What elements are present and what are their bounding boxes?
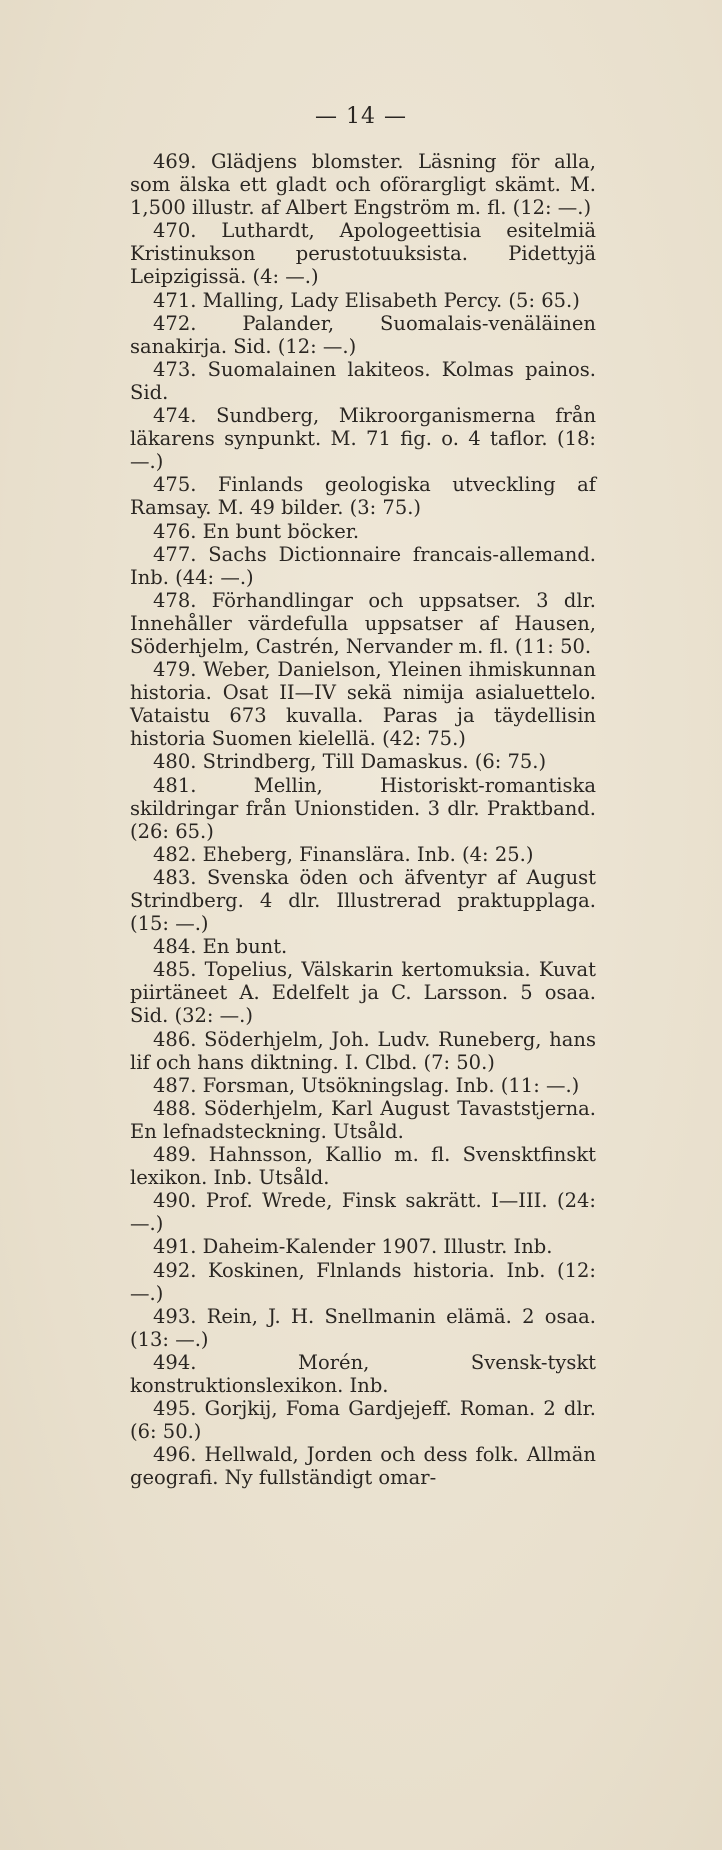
catalog-entry: 488. Söderhjelm, Karl August Tavaststjerna. En lefnadsteckning. Utsåld. [130, 1096, 596, 1143]
catalog-entry: 492. Koskinen, Flnlands historia. Inb. (12: —.) [130, 1258, 596, 1305]
catalog-entry: 490. Prof. Wrede, Finsk sakrätt. I—III. (24: —.) [130, 1189, 596, 1236]
catalog-entry: 469. Glädjens blomster. Läsning för alla, som älska ett gladt och oförargligt skämt. M. 1,500 illustr. af Albert Engström m. fl. (12: —.) [130, 150, 596, 220]
catalog-entry: 483. Svenska öden och äfventyr af August Strindberg. 4 dlr. Illustrerad praktupplaga. (15: —.) [130, 865, 596, 936]
catalog-entry: 481. Mellin, Historiskt-romantiska skildringar från Unionstiden. 3 dlr. Praktband. (26: 65.) [130, 773, 596, 843]
catalog-entry: 470. Luthardt, Apologeettisia esitelmiä Kristinukson perustotuuksista. Pidettyjä Leipzigissä. (4: —.) [130, 219, 596, 289]
catalog-entry: 494. Morén, Svensk-tyskt konstruktionslexikon. Inb. [130, 1350, 596, 1397]
catalog-entry: 471. Malling, Lady Elisabeth Percy. (5: 65.) [153, 288, 580, 312]
catalog-entry: 479. Weber, Danielson, Yleinen ihmiskunnan historia. Osat II—IV sekä nimija asialuettelo. Vataistu 673 kuvalla. Paras ja täydellisin historia Suomen kielellä. (42: 75.) [130, 658, 596, 751]
catalog-entry: 480. Strindberg, Till Damaskus. (6: 75.) [153, 750, 547, 774]
catalog-entry: 475. Finlands geologiska utveckling af Ramsay. M. 49 bilder. (3: 75.) [130, 473, 596, 520]
catalog-entry: 482. Eheberg, Finanslära. Inb. (4: 25.) [153, 842, 534, 866]
catalog-entry: 496. Hellwald, Jorden och dess folk. Allmän geografi. Ny fullständigt omar- [130, 1443, 596, 1490]
catalog-entry: 484. En bunt. [153, 935, 288, 959]
catalog-entry: 489. Hahnsson, Kallio m. fl. Svensktfinskt lexikon. Inb. Utsåld. [130, 1143, 596, 1190]
catalog-entry: 473. Suomalainen lakiteos. Kolmas painos. Sid. [130, 357, 596, 404]
page-number: — 14 — [315, 104, 407, 129]
catalog-entry: 474. Sundberg, Mikroorganismerna från läkarens synpunkt. M. 71 fig. o. 4 taflor. (18: —.) [130, 404, 596, 474]
catalog-entries [130, 150, 596, 1489]
catalog-entry: 487. Forsman, Utsökningslag. Inb. (11: —.) [153, 1073, 580, 1097]
catalog-entry: 491. Daheim-Kalender 1907. Illustr. Inb. [153, 1235, 553, 1259]
catalog-entry: 493. Rein, J. H. Snellmanin elämä. 2 osaa. (13: —.) [130, 1304, 596, 1351]
catalog-entry: 476. En bunt böcker. [153, 519, 360, 543]
catalog-entry: 486. Söderhjelm, Joh. Ludv. Runeberg, hans lif och hans diktning. I. Clbd. (7: 50.) [130, 1027, 596, 1074]
catalog-entry: 477. Sachs Dictionnaire francais-allemand. Inb. (44: —.) [130, 542, 596, 589]
catalog-entry: 495. Gorjkij, Foma Gardjejeff. Roman. 2 dlr. (6: 50.) [130, 1397, 596, 1444]
catalog-entry: 478. Förhandlingar och uppsatser. 3 dlr. Innehåller värdefulla uppsatser af Hausen, Söderhjelm, Castrén, Nervander m. fl. (11: 50. [130, 588, 596, 658]
catalog-entry: 472. Palander, Suomalais-venäläinen sanakirja. Sid. (12: —.) [130, 311, 596, 358]
catalog-entry: 485. Topelius, Välskarin kertomuksia. Kuvat piirtäneet A. Edelfelt ja C. Larsson. 5 osaa. Sid. (32: —.) [130, 958, 596, 1028]
